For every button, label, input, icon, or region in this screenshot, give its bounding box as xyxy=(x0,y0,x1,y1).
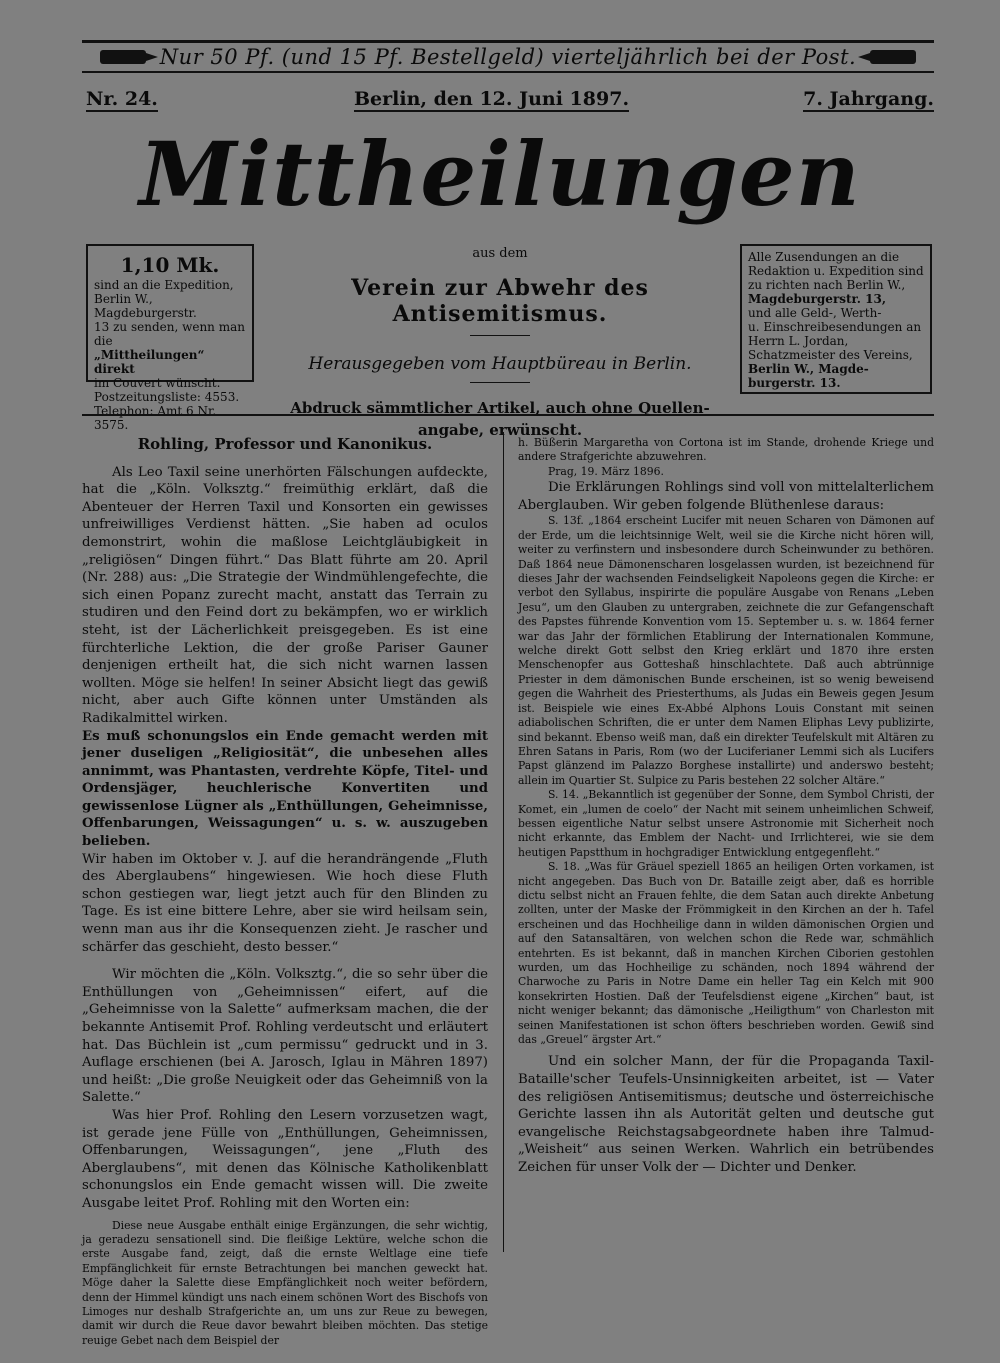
address-box-line: Schatzmeister des Vereins, xyxy=(748,348,913,362)
address-box-line: Berlin W., Magde- xyxy=(748,362,869,376)
article-paragraph: Als Leo Taxil seine unerhörten Fälschungen aufdeckte, hat die „Köln. Volksztg.“ freimüthig erklärt, daß die Abenteuer der Herren Taxil und Konsorten ein gewisses unfreiwilliges Verdienst hätten. „Sie haben ad oculos demonstrirt, wohin die maßlose Leichtgläubigkeit in „religiösen“ Dingen führt.“ Das Blatt führte am 20. April (Nr. 288) aus: „Die Strategie der Windmühlengefechte, die sich einen Popanz zurecht macht, anstatt das Terrain zu studiren und den Feind dort zu bekämpfen, wo er wirklich steht, ist der Lächerlichkeit preisgegeben. Es ist eine fürchterliche Lektion, die der große Pariser Gauner denjenigen ertheilt hat, die sich nicht warnen lassen wollten. Möge sie helfen! In seiner Absicht liegt das gewiß nicht, aber auch Gifte können unter Umständen als Radikalmittel wirken. xyxy=(82,464,488,726)
article-paragraph: Und ein solcher Mann, der für die Propaganda Taxil-Bataille'scher Teufels-Unsinnigkeiten arbeitet, ist — Vater des religiösen Antisemitismus; deutsche und österreichische Gerichte lassen ihn als Autorität gelten und deutsche gut evangelische Reichstagsabgeordnete haben ihre Talmud-„Weisheit“ aus seinen Werken. Wahrlich ein betrübendes Zeichen für unser Volk der — Dichter und Denker. xyxy=(518,1054,934,1175)
price-box xyxy=(86,244,254,432)
article-title: Rohling, Professor und Kanonikus. xyxy=(137,435,433,453)
price-box-line: Postzeitungsliste: 4553. xyxy=(94,390,240,404)
header-divider xyxy=(82,414,934,416)
article-quote: Diese neue Ausgabe enthält einige Ergänzungen, die sehr wichtig, ja geradezu sensationell sind. Die fleißige Lektüre, welche schon die erste Ausgabe fand, zeigt, daß die ernste Weltlage eine tiefe Empfänglichkeit für ernste Betrachtungen bei manchen geweckt hat. Möge daher la Salette diese Empfänglichkeit noch weiter befördern, denn der Himmel kündigt uns nach einem schönen Wort des Bischofs von Limoges nur deshalb Strafgerichte an, um uns zur Reue zu bewegen, damit wir durch die Reue davor bewahrt bleiben möchten. Das stetige reuige Gebet nach dem Beispiel der xyxy=(82,1218,488,1347)
address-box-line: Magdeburgerstr. 13, xyxy=(748,292,887,306)
price-box-line: „Mittheilungen“ direkt xyxy=(94,348,205,376)
issue-number: Nr. 24. xyxy=(86,88,158,110)
price-box-line: sind an die Expedition, xyxy=(94,278,234,292)
subscription-banner-text: Nur 50 Pf. (und 15 Pf. Bestellgeld) vierteljährlich bei der Post. xyxy=(159,45,857,69)
article-quote-date: Prag, 19. März 1896. xyxy=(548,464,664,478)
subscription-banner xyxy=(82,40,934,73)
address-box-line: u. Einschreibesendungen an xyxy=(748,320,922,334)
address-box-line: burgerstr. 13. xyxy=(748,376,841,390)
article-paragraph: Was hier Prof. Rohling den Lesern vorzusetzen wagt, ist gerade jene Fülle von „Enthüllungen, Geheimnissen, Offenbarungen, Weissagungen“, jene „Fluth des Aberglaubens“, mit denen das Kölnische Katholikenblatt schonungslos ein Ende gemacht wissen will. Die zweite Ausgabe leitet Prof. Rohling mit den Worten ein: xyxy=(82,1107,488,1211)
ornament-divider xyxy=(470,382,530,383)
column-divider xyxy=(503,432,504,1252)
price-box-line: im Couvert wünscht. xyxy=(94,376,221,390)
pointing-hand-right-icon xyxy=(870,50,916,64)
article-paragraph: Wir haben im Oktober v. J. auf die herandrängende „Fluth des Aberglaubens“ hingewiesen. Wie hoch diese Fluth schon gestiegen war, liegt jetzt auch für den Blinden zu Tage. Es ist eine bittere Lehre, aber sie wird heilsam sein, wenn man aus ihr die Konsequenzen zieht. Je rascher und schärfer das geschieht, desto besser.“ xyxy=(82,851,488,955)
herausgegeben-line: Herausgegeben vom Hauptbüreau in Berlin. xyxy=(308,354,692,374)
masthead-title: Mittheilungen xyxy=(139,122,861,226)
article-quote: S. 18. „Was für Gräuel speziell 1865 an heiligen Orten vorkamen, ist nicht angegeben. Das Buch von Dr. Bataille zeigt aber, daß es horrible dictu selbst nicht an Frauen fehlte, die dem Satan auch direkte Anbetung zollten, unter der Maske der Frömmigkeit in den Kirchen an der h. Tafel erscheinen und das Hochheilige dann in wilden dämonischen Orgien und auf den Satansaltären, von welchen schon die Rede war, schmählich entehrten. Es ist bekannt, daß in manchen Kirchen Ciborien gestohlen wurden, um das Hochheilige zu schänden, noch 1894 während der Charwoche zu Paris in Notre Dame ein heller Tag ein Kelch mit 900 konsekrirten Hostien. Daß der Teufelsdienst eigene „Kirchen“ baut, ist nicht weniger bekannt; das dämonische „Heiligthum“ von Charleston mit seinen Manifestationen ist schon öfters beschrieben worden. Gewiß sind das „Greuel“ ärgster Art.“ xyxy=(518,860,934,1047)
article-paragraph: Wir möchten die „Köln. Volksztg.“, die so sehr über die Enthüllungen von „Geheimnissen“ eifert, auf die „Geheimnisse von la Salette“ aufmerksam machen, die der bekannte Antisemit Prof. Rohling verdeutscht und erläutert hat. Das Büchlein ist „cum permissu“ gedruckt und in 3. Auflage erschienen (bei A. Jarosch, Iglau in Mähren 1897) und heißt: „Die große Neuigkeit oder das Geheimniß von la Salette.“ xyxy=(82,967,488,1106)
verein-name: Verein zur Abwehr des Antisemitismus. xyxy=(351,275,649,327)
article-paragraph: Es muß schonungslos ein Ende gemacht werden mit jener duseligen „Religiosität“, die unbesehen alles annimmt, was Phantasten, verdrehte Köpfe, Titel- und Ordensjäger, heuchlerische Konvertiten und gewissenlose Lügner als „Enthüllungen, Geheimnisse, Offenbarungen, Weissagungen“ u. s. w. auszugeben belieben. xyxy=(82,728,488,850)
address-box-line: Herrn L. Jordan, xyxy=(748,334,849,348)
article-quote: S. 14. „Bekanntlich ist gegenüber der Sonne, dem Symbol Christi, der Komet, ein „lumen de coelo“ der Nacht mit seinem unheimlichen Schweif, bessen eigentliche Natur selbst unsere Astronomie mit Sicherheit noch nicht erkannte, das Emblem der Nacht- und Irrlichterei, wie sie dem heutigen Papstthum in hochgradiger Entwicklung entgegenfleht.“ xyxy=(518,788,934,859)
publisher-block xyxy=(270,244,730,441)
reprint-notice: Abdruck sämmtlicher Artikel, auch ohne Quellen-angabe, erwünscht. xyxy=(290,399,710,439)
price-box-line: Berlin W., Magdeburgerstr. xyxy=(94,292,197,320)
article-left-column xyxy=(82,436,488,1348)
issue-line xyxy=(86,88,934,114)
address-box-line: und alle Geld-, Werth- xyxy=(748,306,882,320)
price: 1,10 Mk. xyxy=(120,253,220,277)
price-box-line: Telephon: Amt 6 Nr. 3575. xyxy=(94,404,217,432)
aus-dem: aus dem xyxy=(472,246,528,261)
address-box xyxy=(740,244,932,394)
address-box-line: Redaktion u. Expedition sind xyxy=(748,264,924,278)
article-paragraph: Die Erklärungen Rohlings sind voll von mittelalterlichem Aberglauben. Wir geben folgende Blüthenlese daraus: xyxy=(518,480,934,513)
article-quote: h. Büßerin Margaretha von Cortona ist im Stande, drohende Kriege und andere Strafgerichte abzuwehren. xyxy=(518,436,934,464)
issue-volume: 7. Jahrgang. xyxy=(803,88,934,110)
pointing-hand-left-icon xyxy=(100,50,146,64)
address-box-line: zu richten nach Berlin W., xyxy=(748,278,906,292)
price-box-line: 13 zu senden, wenn man die xyxy=(94,320,245,348)
ornament-divider xyxy=(470,335,530,336)
address-box-line: Alle Zusendungen an die xyxy=(748,250,900,264)
article-right-column xyxy=(518,436,934,1177)
article-quote: S. 13f. „1864 erscheint Lucifer mit neuen Scharen von Dämonen auf der Erde, um die leichtsinnige Welt, weil sie die Kirche nicht hören will, weiter zu verfinstern und insbesondere durch Scheinwunder zu bethören. Daß 1864 neue Dämonenscharen losgelassen wurden, ist bezeichnend für dieses Jahr der wachsenden Feindseligkeit Napoleons gegen die Kirche: er verbot den Syllabus, inspirirte die populäre Ausgabe von Renans „Leben Jesu“, um den Glauben zu untergraben, zeichnete die zur Gefangenschaft des Papstes führende Konvention vom 15. September u. s. w. 1864 ferner war das Jahr der förmlichen Etablirung der Internationalen Kommune, welche direkt Gott selbst den Krieg erklärt und 1870 ihre ersten Menschenopfer aus Gotteshaß hinschlachtete. Daß auch abtrünnige Priester in dem dämonischen Bunde erscheinen, ist so wenig beweisend gegen die Wahrheit des Priesterthums, als Judas ein Beweis gegen Jesum ist. Beispiele wie eines Ex-Abbé Alphons Louis Constant mit seinen adiabolischen Schriften, die er unter dem Namen Eliphas Levy publizirte, sind bekannt. Ebenso weiß man, daß ein direkter Teufelskult mit Altären zu Ehren Satans in Paris, Rom (wo der Luciferianer Lemmi sich als Lucifers Papst glänzend im Palazzo Borghese installirte) und anderswo besteht; allein im Quartier St. Sulpice zu Paris bestehen 22 solcher Altäre.“ xyxy=(518,514,934,787)
issue-place-date: Berlin, den 12. Juni 1897. xyxy=(354,88,630,110)
